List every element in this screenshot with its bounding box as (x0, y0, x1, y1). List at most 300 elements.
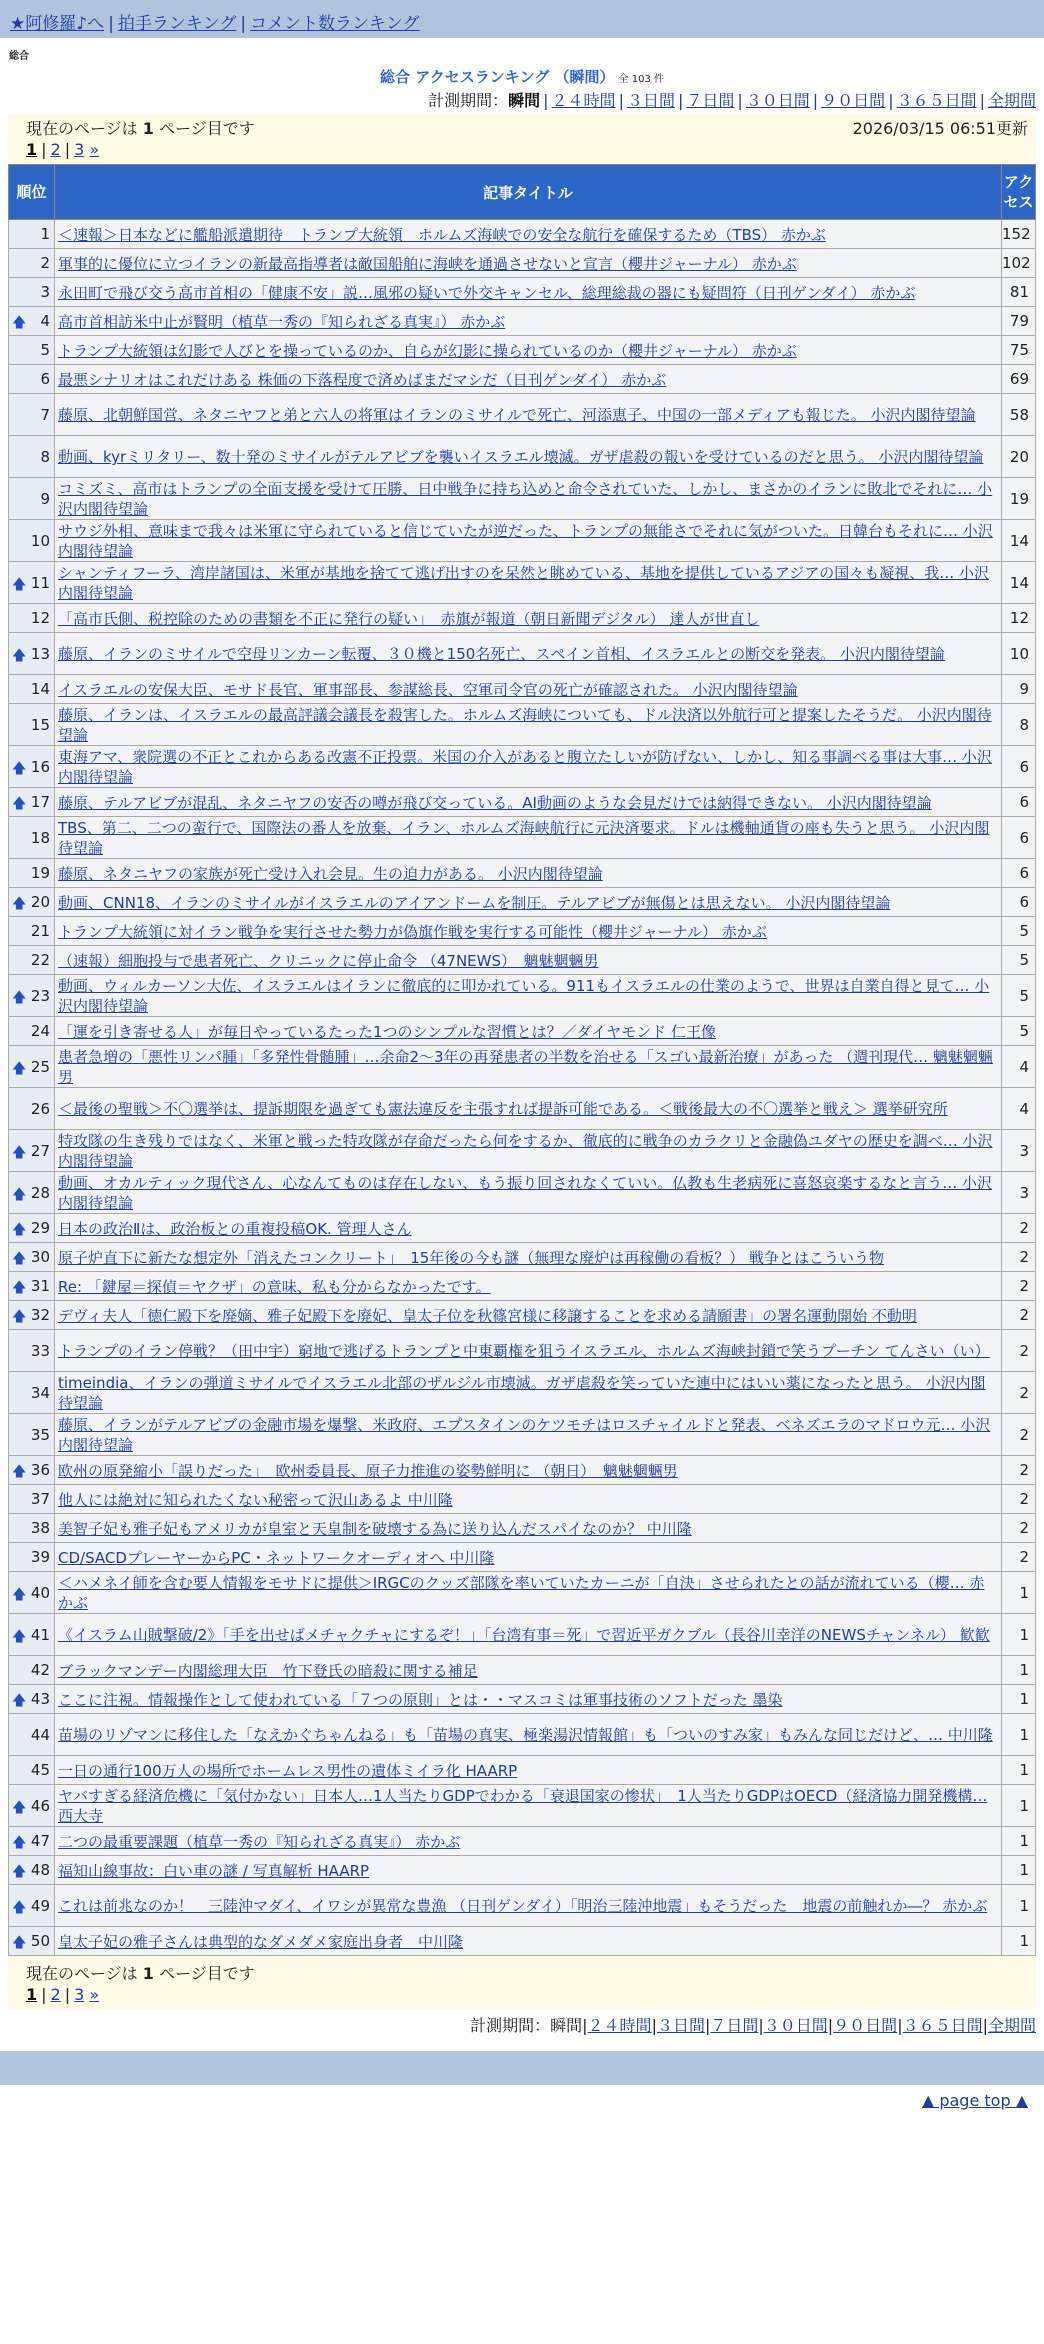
rank-cell (9, 1714, 55, 1756)
access-count: 1 (1002, 1572, 1036, 1614)
access-count: 1 (1002, 1685, 1036, 1714)
article-link[interactable]: CD/SACDプレーヤーからPC・ネットワークオーディオへ 中川隆 (58, 1548, 495, 1567)
rank-cell (9, 1572, 55, 1614)
period-separator: | (737, 91, 743, 110)
rank-number: 14 (30, 680, 50, 698)
rank-cell (9, 478, 55, 520)
article-link[interactable]: 日本の政治Ⅱは、政治板との重複投稿OK. 管理人さん (58, 1219, 412, 1238)
period-selector-bottom (0, 2009, 1044, 2035)
rank-number: 50 (30, 1932, 50, 1950)
table-row (9, 394, 1036, 436)
rank-number: 45 (30, 1761, 50, 1779)
updated-timestamp: 2026/03/15 06:51更新 (852, 119, 1028, 138)
rank-cell (9, 1017, 55, 1046)
rank-number: 11 (30, 573, 50, 592)
period-link[interactable]: ３６５日間 (902, 2016, 983, 2035)
title-cell (55, 520, 1002, 562)
rank-number: 30 (30, 1248, 50, 1266)
rank-up-arrow-icon: 🡅 (12, 989, 27, 1006)
table-row (9, 1414, 1036, 1456)
period-separator: | (827, 2016, 834, 2035)
title-cell (55, 817, 1002, 859)
rank-number: 44 (30, 1725, 50, 1744)
title-cell (55, 1885, 1002, 1927)
rank-number: 48 (30, 1861, 50, 1879)
page-info-number: 1 (142, 119, 154, 138)
article-link[interactable]: 藤原、イランは、イスラエルの最高評議会議長を殺害した。ホルムズ海峡についても、ドル決済以外航行可と提案したそうだ。 小沢内閣待望論 (58, 706, 992, 744)
table-row (9, 249, 1036, 278)
pager-next-link[interactable]: » (89, 140, 100, 159)
rank-cell (9, 1046, 55, 1088)
article-link[interactable]: ＜最後の聖戦＞不〇選挙は、提訴期限を過ぎても憲法違反を主張すれば提訴可能である。＜戦後最大の不〇選挙と戦え＞ 選挙研究所 (58, 1100, 948, 1118)
period-current: 瞬間 (508, 91, 541, 110)
article-link[interactable]: 《イスラム山賊撃破/2》「手を出せばメチャクチャにするぞ！」「台湾有事＝死」で習近平ガクブル（長谷川幸洋のNEWSチャンネル） 歓歓 (58, 1626, 990, 1644)
rank-up-arrow-icon: 🡅 (12, 1586, 27, 1603)
rank-number: 26 (30, 1099, 50, 1118)
rank-up-arrow-icon: 🡅 (12, 1251, 27, 1267)
rank-number: 24 (30, 1022, 50, 1040)
article-link[interactable]: 動画、CNN18、イランのミサイルがイスラエルのアイアンドームを制圧。テルアビブが無傷とは思えない。 小沢内閣待望論 (58, 893, 891, 912)
table-row (9, 888, 1036, 917)
table-row (9, 1330, 1036, 1372)
article-link[interactable]: 藤原、イランがテルアビブの金融市場を爆撃、米政府、エプスタインのケツモチはロスチャイルドと発表、ベネズエラのマドロウ元… 小沢内閣待望論 (58, 1416, 991, 1454)
article-link[interactable]: Re: 「鍵屋＝探偵＝ヤクザ」の意味、私も分からなかったです。 (58, 1277, 491, 1296)
article-link[interactable]: timeindia、イランの弾道ミサイルでイスラエル北部のザルジル市壊滅。ガザ虐殺を笑っていた連中にはいい薬になったと思う。 小沢内閣待望論 (58, 1374, 986, 1412)
title-cell (55, 1243, 1002, 1272)
table-row (9, 1046, 1036, 1088)
title-cell (55, 1456, 1002, 1485)
article-link[interactable]: 軍事的に優位に立つイランの新最高指導者は敵国船舶に海峡を通過させないと宣言（櫻井ジャーナル） 赤かぶ (58, 254, 797, 273)
comment-ranking-link[interactable]: コメント数ランキング (250, 14, 420, 34)
access-count: 5 (1002, 946, 1036, 975)
access-count: 2 (1002, 1243, 1036, 1272)
access-count: 2 (1002, 1372, 1036, 1414)
rank-up-arrow-icon: 🡅 (12, 1864, 27, 1880)
rank-cell (9, 1301, 55, 1330)
access-count: 20 (1002, 436, 1036, 478)
rank-cell (9, 1414, 55, 1456)
page-info-panel (8, 114, 1036, 164)
access-count: 81 (1002, 278, 1036, 307)
table-row (9, 365, 1036, 394)
table-row (9, 788, 1036, 817)
access-count: 6 (1002, 788, 1036, 817)
table-row (9, 1614, 1036, 1656)
table-row (9, 1856, 1036, 1885)
access-count: 1 (1002, 1756, 1036, 1785)
access-count: 4 (1002, 1088, 1036, 1130)
rank-up-arrow-icon: 🡅 (12, 1693, 27, 1709)
rank-cell (9, 1214, 55, 1243)
title-cell (55, 1301, 1002, 1330)
title-cell (55, 1485, 1002, 1514)
pager-separator: | (41, 140, 47, 159)
article-link[interactable]: ブラックマンデー内閣総理大臣 竹下登氏の暗殺に関する補足 (58, 1661, 478, 1680)
rank-number: 29 (30, 1219, 50, 1237)
rank-number: 42 (30, 1661, 50, 1679)
rank-cell (9, 249, 55, 278)
title-cell (55, 1514, 1002, 1543)
title-cell (55, 975, 1002, 1017)
period-link[interactable]: ７日間 (710, 2016, 759, 2035)
table-row (9, 1827, 1036, 1856)
access-count: 2 (1002, 1301, 1036, 1330)
article-link[interactable]: 欧州の原発縮小「誤りだった」 欧州委員長、原子力推進の姿勢鮮明に （朝日） 魑魅魍魎男 (58, 1461, 678, 1480)
article-link[interactable]: 苗場のリゾマンに移住した「なえかぐちゃんねる」も「苗場の真実、極楽湯沢情報館」も「ついのすみ家」もみんな同じだけど、… 中川隆 (58, 1726, 993, 1744)
title-cell (55, 1372, 1002, 1414)
access-count: 2 (1002, 1543, 1036, 1572)
article-link[interactable]: トランプ大統領に対イラン戦争を実行させた勢力が偽旗作戦を実行する可能性（櫻井ジャーナル） 赤かぶ (58, 922, 767, 941)
table-row (9, 1301, 1036, 1330)
table-row (9, 1543, 1036, 1572)
title-cell (55, 307, 1002, 336)
article-link[interactable]: 藤原、北朝鮮国営、ネタニヤフと弟と六人の将軍はイランのミサイルで死亡、河添恵子、中国の一部メディアも報じた。 小沢内閣待望論 (58, 406, 976, 424)
rank-number: 20 (30, 893, 50, 911)
article-link[interactable]: 皇太子妃の雅子さんは典型的なダメダメ家庭出身者 中川隆 (58, 1932, 464, 1951)
article-link[interactable]: 「高市氏側、税控除のための書類を不正に発行の疑い」 赤旗が報道（朝日新聞デジタル） 達人が世直し (58, 609, 760, 628)
period-link[interactable]: ２４時間 (551, 91, 616, 110)
period-link[interactable]: 全期間 (987, 2016, 1036, 2035)
table-row (9, 1214, 1036, 1243)
title-cell (55, 249, 1002, 278)
table-row (9, 633, 1036, 675)
rank-number: 22 (30, 951, 50, 969)
ranking-heading (0, 62, 1044, 86)
title-cell (55, 888, 1002, 917)
period-separator: | (582, 2016, 588, 2035)
article-link[interactable]: 特攻隊の生き残りではなく、米軍と戦った特攻隊が存命だったら何をするか、徹底的に戦争のカラクリと金融偽ユダヤの歴史を調べ… 小沢内閣待望論 (58, 1132, 993, 1170)
period-separator: | (677, 91, 684, 110)
access-count: 2 (1002, 1485, 1036, 1514)
rank-up-arrow-icon: 🡅 (12, 760, 27, 777)
period-link[interactable]: ３６５日間 (896, 91, 977, 110)
access-count: 3 (1002, 1130, 1036, 1172)
page-info-pre: 現在のページは (26, 1964, 143, 1983)
title-cell (55, 1714, 1002, 1756)
access-count: 14 (1002, 520, 1036, 562)
count-header: アクセス (1002, 165, 1036, 220)
rank-cell (9, 1656, 55, 1685)
access-count: 5 (1002, 1017, 1036, 1046)
article-link[interactable]: ヤバすぎる経済危機に「気付かない」日本人…1人当たりGDPでわかる「衰退国家の惨状」 1人当たりGDPはOECD（経済協力開発機構… 西大寺 (58, 1787, 988, 1825)
rank-number: 25 (30, 1057, 50, 1076)
article-link[interactable]: TBS、第二、二つの蛮行で、国際法の番人を放棄、イラン、ホルムズ海峡航行に元決済要求。ドルは機軸通貨の座も失うと思う。 小沢内閣待望論 (58, 819, 990, 857)
rank-number: 10 (30, 531, 50, 550)
rank-number: 39 (30, 1548, 50, 1566)
table-row (9, 278, 1036, 307)
article-link[interactable]: ここに注視。情報操作として使われている「７つの原則」とは・・マスコミは軍事技術のソフトだった 墨染 (58, 1690, 783, 1709)
rank-up-arrow-icon: 🡅 (12, 1280, 27, 1296)
article-link[interactable]: （速報）細胞投与で患者死亡、クリニックに停止命令 （47NEWS） 魑魅魍魎男 (58, 951, 599, 970)
rank-cell (9, 1330, 55, 1372)
period-separator: | (704, 2016, 711, 2035)
rank-cell (9, 436, 55, 478)
rank-up-arrow-icon: 🡅 (12, 896, 27, 912)
page-info-panel-bottom (8, 1956, 1036, 2009)
nav-separator: | (240, 14, 247, 34)
rank-number: 18 (30, 828, 50, 847)
pager-current: 1 (26, 1985, 38, 2004)
table-row (9, 917, 1036, 946)
title-cell (55, 220, 1002, 249)
article-link[interactable]: シャンティフーラ、湾岸諸国は、米軍が基地を捨てて逃げ出すのを呆然と眺めている、基地を提供しているアジアの国々も凝視、我… 小沢内閣待望論 (58, 564, 990, 602)
article-link[interactable]: これは前兆なのか！ 三陸沖マダイ、イワシが異常な豊漁 （日刊ゲンダイ）「明治三陸沖地震」もそうだった 地震の前触れか―？ 赤かぶ (58, 1897, 988, 1915)
table-row (9, 604, 1036, 633)
rank-cell (9, 1543, 55, 1572)
footer-bar (0, 2051, 1044, 2085)
rank-up-arrow-icon: 🡅 (12, 576, 27, 593)
home-link[interactable]: ★阿修羅♪へ (10, 14, 105, 34)
rank-cell (9, 1243, 55, 1272)
rank-up-arrow-icon: 🡅 (12, 1222, 27, 1238)
access-count: 3 (1002, 1172, 1036, 1214)
article-link[interactable]: 藤原、テルアビブが混乱、ネタニヤフの安否の噂が飛び交っている。AI動画のような会見だけでは納得できない。 小沢内閣待望論 (58, 793, 932, 812)
title-cell (55, 278, 1002, 307)
access-count: 75 (1002, 336, 1036, 365)
period-separator: | (979, 91, 985, 110)
page-info-number: 1 (142, 1964, 154, 1983)
rank-number: 36 (30, 1461, 50, 1479)
article-link[interactable]: 高市首相訪米中止が賢明（植草一秀の『知られざる真実』） 赤かぶ (58, 312, 506, 331)
access-count: 1 (1002, 1714, 1036, 1756)
article-link[interactable]: 「運を引き寄せる人」が毎日やっているたった1つのシンプルな習慣とは？／ダイヤモンド 仁王像 (58, 1022, 717, 1041)
access-count: 1 (1002, 1656, 1036, 1685)
table-row (9, 1372, 1036, 1414)
title-cell (55, 746, 1002, 788)
title-cell (55, 788, 1002, 817)
access-count: 5 (1002, 917, 1036, 946)
article-link[interactable]: 最悪シナリオはこれだけある 株価の下落程度で済めばまだマシだ（日刊ゲンダイ） 赤かぶ (58, 370, 667, 389)
table-row (9, 1514, 1036, 1543)
access-count: 4 (1002, 1046, 1036, 1088)
rank-cell (9, 336, 55, 365)
rank-cell (9, 859, 55, 888)
table-row (9, 1172, 1036, 1214)
period-link[interactable]: ３０日間 (763, 2016, 828, 2035)
article-link[interactable]: 二つの最重要課題（植草一秀の『知られざる真実』） 赤かぶ (58, 1832, 461, 1851)
rank-cell (9, 220, 55, 249)
access-count: 2 (1002, 1214, 1036, 1243)
access-count: 2 (1002, 1514, 1036, 1543)
title-header: 記事タイトル (55, 165, 1002, 220)
title-cell (55, 1046, 1002, 1088)
rank-number: 33 (30, 1341, 50, 1360)
table-row (9, 675, 1036, 704)
rank-cell (9, 946, 55, 975)
rank-up-arrow-icon: 🡅 (12, 1309, 27, 1325)
pager-current: 1 (26, 140, 38, 159)
nav-separator: | (108, 14, 114, 34)
pager-link[interactable]: 2 (50, 140, 61, 159)
title-cell (55, 478, 1002, 520)
title-cell (55, 1214, 1002, 1243)
title-cell (55, 365, 1002, 394)
title-cell (55, 1614, 1002, 1656)
period-link[interactable]: ９０日間 (833, 2016, 898, 2035)
rank-cell (9, 1614, 55, 1656)
article-link[interactable]: サウジ外相、意味まで我々は米軍に守られていると信じていたが逆だった、トランプの無能さでそれに気がついた。日韓台もそれに… 小沢内閣待望論 (58, 522, 993, 560)
top-nav-bar (0, 0, 1044, 38)
table-row (9, 1017, 1036, 1046)
title-cell (55, 917, 1002, 946)
article-link[interactable]: コミズミ、高市はトランプの全面支援を受けて圧勝、日中戦争に持ち込めと命令されていた、しかし、まさかのイランに敗北でそれに… 小沢内閣待望論 (58, 480, 993, 518)
table-row (9, 1272, 1036, 1301)
title-cell (55, 436, 1002, 478)
title-cell (55, 633, 1002, 675)
access-count: 2 (1002, 1330, 1036, 1372)
category-label: 総合 (9, 51, 29, 62)
title-cell (55, 1414, 1002, 1456)
rank-cell (9, 278, 55, 307)
title-cell (55, 1685, 1002, 1714)
article-link[interactable]: トランプ大統領は幻影で人びとを操っているのか、自らが幻影に操られているのか（櫻井ジャーナル） 赤かぶ (58, 341, 797, 360)
rank-number: 13 (30, 644, 50, 663)
title-cell (55, 1172, 1002, 1214)
article-link[interactable]: 動画、kyrミリタリー、数十発のミサイルがテルアビブを襲いイスラエル壊滅。ガザ虐殺の報いを受けているのだと思う。 小沢内閣待望論 (58, 448, 984, 466)
article-link[interactable]: ＜ハメネイ師を含む要人情報をモサドに提供＞IRGCのクッズ部隊を率いていたカーニが「自決」させられたとの話が流れている（櫻… 赤かぶ (58, 1574, 985, 1612)
rank-number: 34 (30, 1383, 50, 1402)
table-row (9, 1714, 1036, 1756)
rank-cell (9, 365, 55, 394)
rank-cell (9, 1272, 55, 1301)
article-link[interactable]: 美智子妃も雅子妃もアメリカが皇室と天皇制を破壊する為に送り込んだスパイなのか？ 中川隆 (58, 1519, 692, 1538)
period-separator: | (812, 91, 819, 110)
table-row (9, 1243, 1036, 1272)
title-cell (55, 1856, 1002, 1885)
rank-number: 8 (40, 447, 50, 466)
pager-link[interactable]: 2 (50, 1985, 61, 2004)
rank-up-arrow-icon: 🡅 (12, 1935, 27, 1951)
table-row (9, 1088, 1036, 1130)
rank-cell (9, 1372, 55, 1414)
rank-cell (9, 746, 55, 788)
pager-separator: | (41, 1985, 47, 2004)
rank-number: 32 (30, 1306, 50, 1324)
article-link[interactable]: 東海アマ、衆院選の不正とこれからある改憲不正投票。米国の介入があると腹立たしいが防げない、しかし、知る事調べる事は大事… 小沢内閣待望論 (58, 748, 992, 786)
rank-cell (9, 1456, 55, 1485)
rank-number: 38 (30, 1519, 50, 1537)
table-row (9, 1572, 1036, 1614)
article-link[interactable]: 藤原、イランのミサイルで空母リンカーン転覆、３０機と150名死亡、スペイン首相、イスラエルとの断交を発表。 小沢内閣待望論 (58, 645, 945, 663)
article-link[interactable]: 他人には絶対に知られたくない秘密って沢山あるよ 中川隆 (58, 1490, 453, 1509)
rank-number: 27 (30, 1141, 50, 1160)
pager-next-link[interactable]: » (89, 1985, 100, 2004)
rank-number: 3 (40, 283, 50, 301)
title-cell (55, 704, 1002, 746)
access-count: 1 (1002, 1827, 1036, 1856)
pager-separator: | (64, 1985, 71, 2004)
table-row (9, 859, 1036, 888)
access-count: 10 (1002, 633, 1036, 675)
page-top-link[interactable]: ▲ page top ▲ (921, 2091, 1028, 2110)
rank-number: 19 (30, 864, 50, 882)
access-count: 8 (1002, 704, 1036, 746)
table-row (9, 1656, 1036, 1685)
rank-up-arrow-icon: 🡅 (12, 315, 27, 331)
rank-cell (9, 675, 55, 704)
rank-cell (9, 520, 55, 562)
period-separator: | (897, 2016, 903, 2035)
table-row (9, 336, 1036, 365)
table-row (9, 562, 1036, 604)
rank-cell (9, 1485, 55, 1514)
article-link[interactable]: 原子炉直下に新たな想定外「消えたコンクリート」 15年後の今も謎（無理な廃炉は再稼働の看板？） 戦争とはこういう物 (58, 1248, 885, 1267)
rank-number: 6 (40, 370, 50, 388)
article-link[interactable]: 動画、ウィルカーソン大佐、イスラエルはイランに徹底的に叩かれている。911もイスラエルの仕業のようで、世界は自業自得と見て… 小沢内閣待望論 (58, 977, 990, 1015)
article-link[interactable]: 藤原、ネタニヤフの家族が死亡受け入れ会見。生の迫力がある。 小沢内閣待望論 (58, 864, 603, 883)
rank-number: 12 (30, 609, 50, 627)
title-cell (55, 1756, 1002, 1785)
rank-cell (9, 788, 55, 817)
pager-link[interactable]: 3 (74, 1985, 85, 2004)
rank-cell (9, 1856, 55, 1885)
article-link[interactable]: トランプのイラン停戦？（田中宇）窮地で逃げるトランプと中東覇権を狙うイスラエル、ホルムズ海峡封鎖で笑うプーチン てんさい（い） (58, 1342, 990, 1360)
title-cell (55, 1130, 1002, 1172)
title-cell (55, 1543, 1002, 1572)
article-link[interactable]: 動画、オカルティック現代さん、心なんてものは存在しない、もう振り回されなくていい。仏教も生老病死に喜怒哀楽するなと言う… 小沢内閣待望論 (58, 1174, 993, 1212)
page-info (8, 1959, 1036, 1985)
rank-number: 47 (30, 1832, 50, 1850)
period-separator: | (888, 91, 894, 110)
table-row (9, 1685, 1036, 1714)
page-info-pre: 現在のページは (26, 119, 143, 138)
article-link[interactable]: イスラエルの安保大臣、モサド長官、軍事部長、参謀総長、空軍司令官の死亡が確認された。 小沢内閣待望論 (58, 680, 798, 699)
table-row (9, 1756, 1036, 1785)
article-link[interactable]: 福知山線事故：白い車の謎 / 写真解析 HAARP (58, 1861, 370, 1880)
rank-number: 21 (30, 922, 50, 940)
article-link[interactable]: 一日の通行100万人の場所でホームレス男性の遺体ミイラ化 HAARP (58, 1761, 518, 1780)
rank-cell (9, 1927, 55, 1956)
period-separator: | (982, 2016, 988, 2035)
hakushu-ranking-link[interactable]: 拍手ランキング (117, 14, 237, 34)
period-link[interactable]: 全期間 (987, 91, 1036, 110)
title-cell (55, 859, 1002, 888)
table-header-row (9, 165, 1036, 220)
access-count: 69 (1002, 365, 1036, 394)
period-link[interactable]: ３日間 (626, 91, 675, 110)
rank-cell (9, 1514, 55, 1543)
table-row (9, 478, 1036, 520)
article-link[interactable]: ＜速報＞日本などに艦船派遣期待 トランプ大統領 ホルムズ海峡での安全な航行を確保するため（TBS） 赤かぶ (58, 225, 826, 244)
title-cell (55, 336, 1002, 365)
rank-cell (9, 704, 55, 746)
period-link[interactable]: ３０日間 (745, 91, 810, 110)
table-row (9, 1130, 1036, 1172)
period-link[interactable]: ２４時間 (587, 2016, 652, 2035)
period-link[interactable]: ７日間 (686, 91, 735, 110)
period-link[interactable]: ３日間 (656, 2016, 705, 2035)
article-link[interactable]: デヴィ夫人「徳仁殿下を廃嫡、雅子妃殿下を廃妃、皇太子位を秋篠宮様に移譲することを求める請願書」の署名運動開始 不動明 (58, 1306, 917, 1325)
pager-link[interactable]: 3 (74, 140, 85, 159)
period-label: 計測期間： (428, 91, 509, 110)
rank-up-arrow-icon: 🡅 (12, 1899, 27, 1916)
page-info-post: ページ目です (153, 119, 255, 138)
article-link[interactable]: 永田町で飛び交う高市首相の「健康不安」説…風邪の疑いで外交キャンセル、総理総裁の器にも疑問符（日刊ゲンダイ） 赤かぶ (58, 283, 916, 302)
table-row (9, 1927, 1036, 1956)
rank-number: 43 (30, 1690, 50, 1708)
rank-cell (9, 1172, 55, 1214)
article-link[interactable]: 患者急増の「悪性リンパ腫」「多発性骨髄腫」…余命2～3年の再発患者の半数を治せる「スゴい最新治療」があった （週刊現代… 魑魅魍魎男 (58, 1048, 993, 1086)
rank-up-arrow-icon: 🡅 (12, 1799, 27, 1816)
rank-cell (9, 1130, 55, 1172)
period-separator: | (618, 91, 624, 110)
period-current: 瞬間 (550, 2016, 583, 2035)
table-row (9, 220, 1036, 249)
rank-up-arrow-icon: 🡅 (12, 647, 27, 664)
period-link[interactable]: ９０日間 (821, 91, 886, 110)
title-cell (55, 1827, 1002, 1856)
access-count: 14 (1002, 562, 1036, 604)
